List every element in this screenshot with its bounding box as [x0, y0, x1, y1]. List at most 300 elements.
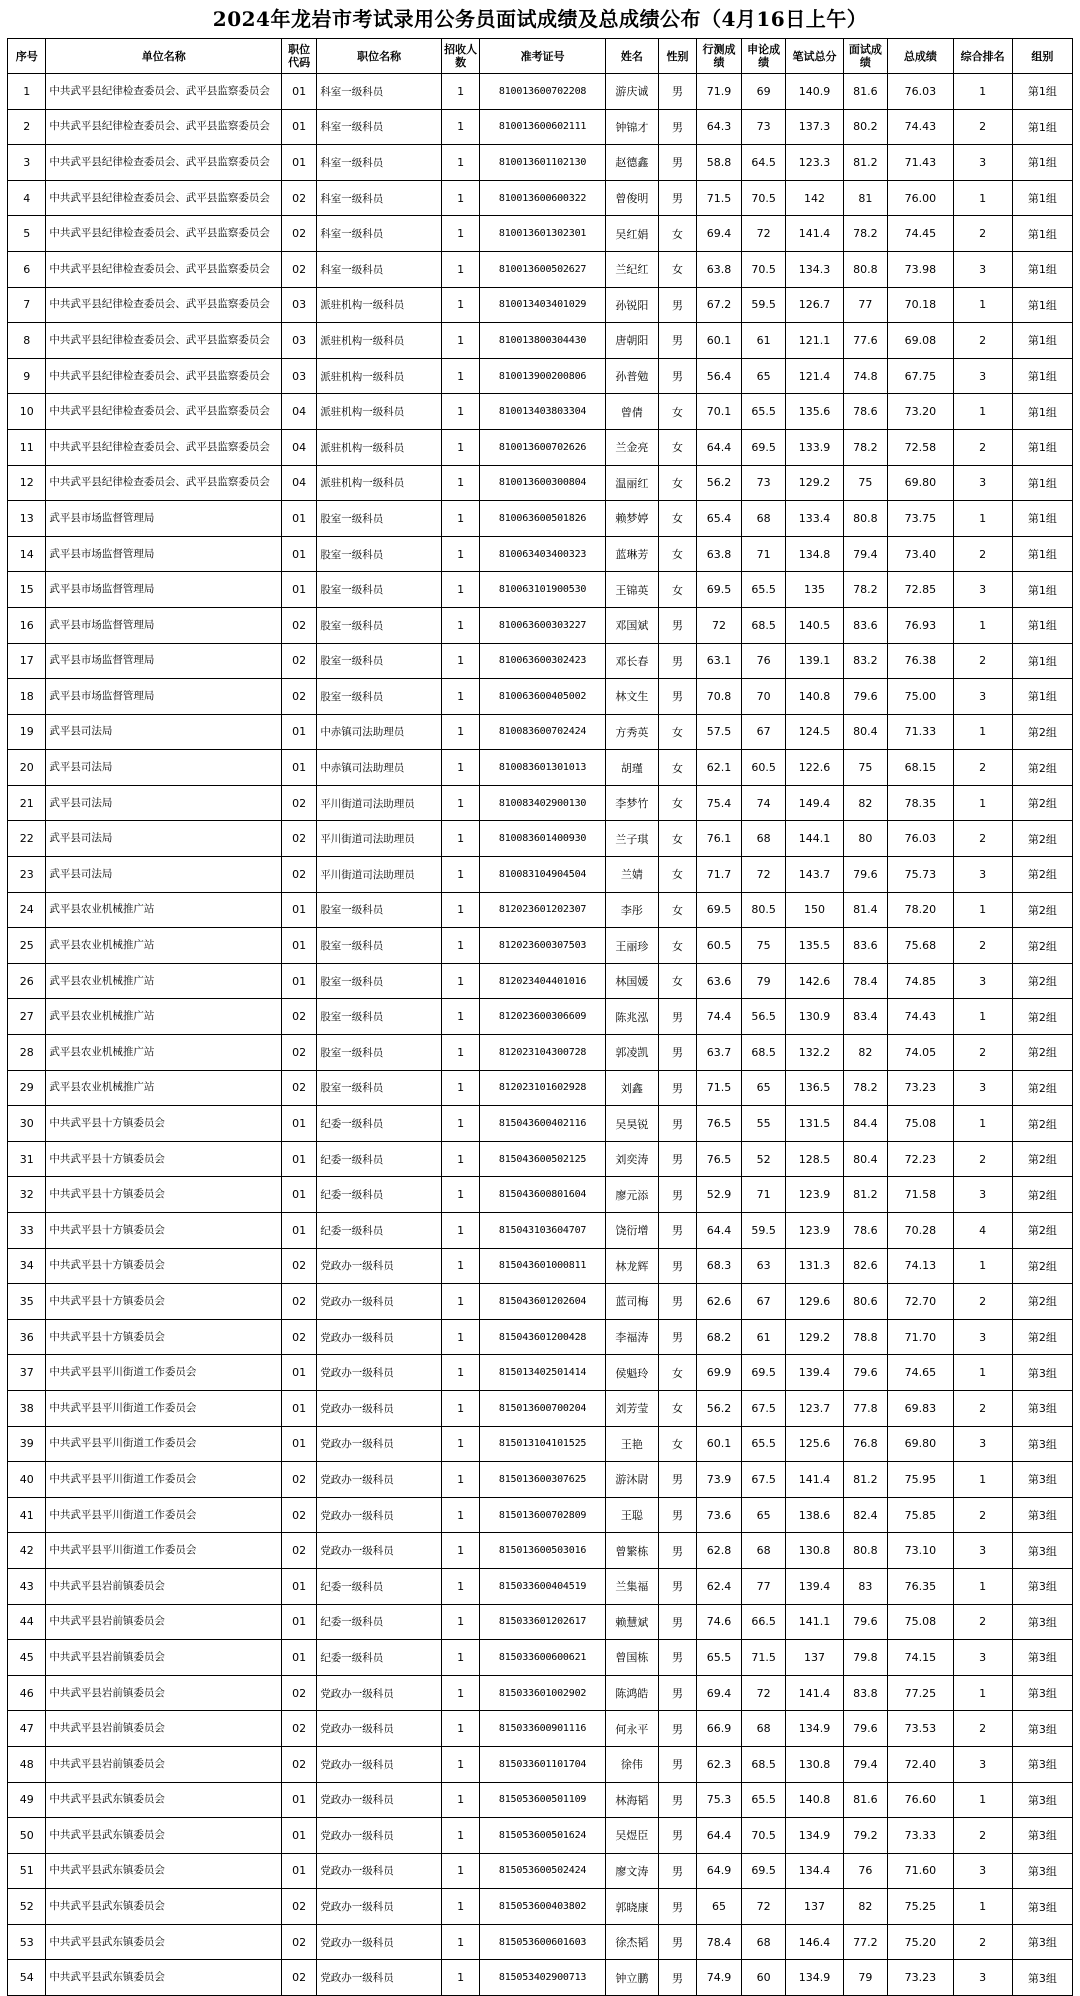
col-rank-cell: 3 [953, 1960, 1012, 1996]
col-interview-score-cell: 80.8 [843, 251, 888, 287]
col-total-score-cell: 72.40 [888, 1746, 953, 1782]
col-total-score-cell: 78.20 [888, 892, 953, 928]
col-essay-score-cell: 55 [741, 1106, 786, 1142]
col-total-score-cell: 71.60 [888, 1853, 953, 1889]
col-exam-number-cell: 810063600303227 [480, 607, 606, 643]
table-row [8, 679, 1073, 715]
col-unit-name-cell: 中共武平县武东镇委员会 [46, 1818, 282, 1854]
table-row [8, 1960, 1073, 1996]
col-gender-cell: 男 [658, 180, 696, 216]
col-unit-name-header: 单位名称 [46, 39, 282, 74]
col-exam-number-cell: 815033601002902 [480, 1675, 606, 1711]
col-exam-number-cell: 810013600702626 [480, 429, 606, 465]
col-rank-cell: 3 [953, 679, 1012, 715]
col-position-code-cell: 02 [282, 180, 317, 216]
col-exam-number-cell: 812023601202307 [480, 892, 606, 928]
col-rank-cell: 2 [953, 1035, 1012, 1071]
col-exam-number-cell: 815033601202617 [480, 1604, 606, 1640]
col-index-cell: 11 [8, 429, 46, 465]
col-unit-name-cell: 武平县农业机械推广站 [46, 892, 282, 928]
col-rank-cell: 1 [953, 1675, 1012, 1711]
col-rank-cell: 2 [953, 1604, 1012, 1640]
col-unit-name-cell: 武平县市场监督管理局 [46, 501, 282, 537]
col-group-cell: 第2组 [1012, 1070, 1072, 1106]
col-aptitude-score-cell: 69.5 [697, 572, 742, 608]
col-exam-number-cell: 815043103604707 [480, 1213, 606, 1249]
col-essay-score-cell: 69 [741, 74, 786, 110]
col-rank-cell: 2 [953, 821, 1012, 857]
col-gender-cell: 女 [658, 963, 696, 999]
col-quota-cell: 1 [441, 892, 479, 928]
col-interview-score-cell: 79 [843, 1960, 888, 1996]
col-quota-cell: 1 [441, 1426, 479, 1462]
col-index-cell: 37 [8, 1355, 46, 1391]
col-index-cell: 44 [8, 1604, 46, 1640]
col-position-name-cell: 科室一级科员 [317, 145, 442, 181]
col-aptitude-score-cell: 69.4 [697, 1675, 742, 1711]
col-written-total-cell: 131.5 [786, 1106, 843, 1142]
col-aptitude-score-cell: 71.9 [697, 74, 742, 110]
col-aptitude-score-cell: 70.8 [697, 679, 742, 715]
col-essay-score-cell: 71.5 [741, 1640, 786, 1676]
col-group-cell: 第3组 [1012, 1675, 1072, 1711]
col-index-cell: 21 [8, 785, 46, 821]
col-unit-name-cell: 中共武平县平川街道工作委员会 [46, 1426, 282, 1462]
col-written-total-cell: 134.9 [786, 1711, 843, 1747]
col-name-cell: 王丽珍 [605, 928, 658, 964]
col-position-name-cell: 平川街道司法助理员 [317, 785, 442, 821]
col-written-total-cell: 130.8 [786, 1533, 843, 1569]
col-exam-number-cell: 815013600503016 [480, 1533, 606, 1569]
col-group-cell: 第1组 [1012, 74, 1072, 110]
col-rank-cell: 3 [953, 465, 1012, 501]
table-row [8, 1889, 1073, 1925]
table-row [8, 394, 1073, 430]
col-essay-score-cell: 63 [741, 1248, 786, 1284]
col-name-cell: 郭凌凯 [605, 1035, 658, 1071]
col-name-cell: 王艳 [605, 1426, 658, 1462]
col-written-total-cell: 123.9 [786, 1177, 843, 1213]
col-index-cell: 2 [8, 109, 46, 145]
col-position-name-cell: 党政办一级科员 [317, 1426, 442, 1462]
col-index-cell: 7 [8, 287, 46, 323]
col-name-cell: 兰金亮 [605, 429, 658, 465]
col-essay-score-cell: 66.5 [741, 1604, 786, 1640]
col-name-cell: 陈兆泓 [605, 999, 658, 1035]
col-unit-name-cell: 武平县市场监督管理局 [46, 572, 282, 608]
col-exam-number-cell: 815013600702809 [480, 1497, 606, 1533]
col-written-total-cell: 135.5 [786, 928, 843, 964]
col-aptitude-score-cell: 60.1 [697, 323, 742, 359]
col-interview-score-cell: 82.4 [843, 1497, 888, 1533]
col-exam-number-cell: 815043601200428 [480, 1319, 606, 1355]
col-aptitude-score-cell: 60.1 [697, 1426, 742, 1462]
col-gender-cell: 男 [658, 287, 696, 323]
col-name-cell: 吴昊锐 [605, 1106, 658, 1142]
col-aptitude-score-cell: 69.4 [697, 216, 742, 252]
col-gender-cell: 男 [658, 1568, 696, 1604]
col-exam-number-cell: 810063600302423 [480, 643, 606, 679]
col-position-name-cell: 股室一级科员 [317, 1035, 442, 1071]
col-name-cell: 唐朝阳 [605, 323, 658, 359]
col-essay-score-cell: 68 [741, 1533, 786, 1569]
col-rank-cell: 2 [953, 1818, 1012, 1854]
col-total-score-cell: 74.65 [888, 1355, 953, 1391]
col-position-code-cell: 01 [282, 892, 317, 928]
col-unit-name-cell: 武平县司法局 [46, 750, 282, 786]
col-unit-name-cell: 中共武平县纪律检查委员会、武平县监察委员会 [46, 251, 282, 287]
col-rank-cell: 2 [953, 536, 1012, 572]
col-aptitude-score-cell: 58.8 [697, 145, 742, 181]
col-rank-cell: 3 [953, 1319, 1012, 1355]
col-group-cell: 第2组 [1012, 1177, 1072, 1213]
col-quota-cell: 1 [441, 216, 479, 252]
col-aptitude-score-cell: 62.6 [697, 1284, 742, 1320]
col-written-total-cell: 137 [786, 1889, 843, 1925]
col-position-name-cell: 党政办一级科员 [317, 1675, 442, 1711]
col-unit-name-cell: 中共武平县武东镇委员会 [46, 1853, 282, 1889]
col-total-score-cell: 73.23 [888, 1070, 953, 1106]
col-unit-name-cell: 中共武平县纪律检查委员会、武平县监察委员会 [46, 323, 282, 359]
col-index-cell: 42 [8, 1533, 46, 1569]
col-position-name-cell: 纪委一级科员 [317, 1141, 442, 1177]
col-position-code-cell: 01 [282, 501, 317, 537]
col-group-cell: 第3组 [1012, 1853, 1072, 1889]
col-aptitude-score-cell: 66.9 [697, 1711, 742, 1747]
col-essay-score-cell: 67.5 [741, 1390, 786, 1426]
col-position-name-cell: 党政办一级科员 [317, 1355, 442, 1391]
col-exam-number-cell: 810063600405002 [480, 679, 606, 715]
col-group-cell: 第2组 [1012, 1035, 1072, 1071]
table-row [8, 465, 1073, 501]
col-unit-name-cell: 中共武平县岩前镇委员会 [46, 1568, 282, 1604]
col-position-code-cell: 02 [282, 643, 317, 679]
col-index-cell: 40 [8, 1462, 46, 1498]
col-position-name-cell: 派驻机构一级科员 [317, 323, 442, 359]
col-aptitude-score-cell: 73.9 [697, 1462, 742, 1498]
col-unit-name-cell: 武平县司法局 [46, 785, 282, 821]
col-rank-cell: 1 [953, 607, 1012, 643]
results-table [7, 38, 1073, 1996]
col-group-cell: 第3组 [1012, 1889, 1072, 1925]
col-position-code-cell: 02 [282, 1746, 317, 1782]
col-position-code-cell: 02 [282, 857, 317, 893]
col-interview-score-cell: 78.2 [843, 1070, 888, 1106]
col-index-cell: 26 [8, 963, 46, 999]
col-position-name-cell: 派驻机构一级科员 [317, 394, 442, 430]
col-index-cell: 33 [8, 1213, 46, 1249]
header-row [8, 39, 1073, 74]
col-interview-score-cell: 81.4 [843, 892, 888, 928]
col-name-cell: 曾倩 [605, 394, 658, 430]
col-group-cell: 第1组 [1012, 394, 1072, 430]
col-aptitude-score-cell: 62.8 [697, 1533, 742, 1569]
col-interview-score-cell: 82 [843, 1035, 888, 1071]
col-essay-score-cell: 74 [741, 785, 786, 821]
col-rank-cell: 1 [953, 180, 1012, 216]
col-gender-cell: 女 [658, 892, 696, 928]
col-gender-cell: 女 [658, 821, 696, 857]
col-unit-name-cell: 中共武平县平川街道工作委员会 [46, 1497, 282, 1533]
col-aptitude-score-cell: 63.7 [697, 1035, 742, 1071]
table-row [8, 821, 1073, 857]
col-position-code-cell: 01 [282, 1177, 317, 1213]
col-group-cell: 第1组 [1012, 465, 1072, 501]
table-row [8, 1213, 1073, 1249]
col-name-cell: 孙普勉 [605, 358, 658, 394]
col-index-cell: 35 [8, 1284, 46, 1320]
col-index-cell: 39 [8, 1426, 46, 1462]
col-written-total-cell: 143.7 [786, 857, 843, 893]
table-row [8, 928, 1073, 964]
col-written-total-cell: 129.6 [786, 1284, 843, 1320]
col-name-cell: 赵德鑫 [605, 145, 658, 181]
col-position-name-cell: 党政办一级科员 [317, 1497, 442, 1533]
col-aptitude-score-cell: 71.5 [697, 1070, 742, 1106]
col-unit-name-cell: 中共武平县纪律检查委员会、武平县监察委员会 [46, 358, 282, 394]
col-gender-cell: 男 [658, 1924, 696, 1960]
col-written-total-cell: 141.4 [786, 216, 843, 252]
col-name-cell: 赖慧斌 [605, 1604, 658, 1640]
col-group-cell: 第1组 [1012, 109, 1072, 145]
col-interview-score-cell: 78.4 [843, 963, 888, 999]
col-total-score-cell: 74.43 [888, 109, 953, 145]
col-unit-name-cell: 中共武平县平川街道工作委员会 [46, 1390, 282, 1426]
col-gender-cell: 男 [658, 1106, 696, 1142]
col-written-total-cell: 130.9 [786, 999, 843, 1035]
col-interview-score-cell: 79.6 [843, 1711, 888, 1747]
col-group-cell: 第1组 [1012, 429, 1072, 465]
col-quota-cell: 1 [441, 1497, 479, 1533]
col-interview-score-cell: 79.6 [843, 679, 888, 715]
col-gender-cell: 女 [658, 785, 696, 821]
col-total-score-cell: 74.05 [888, 1035, 953, 1071]
col-name-cell: 钟锦才 [605, 109, 658, 145]
col-gender-cell: 男 [658, 1284, 696, 1320]
col-quota-cell: 1 [441, 1782, 479, 1818]
col-exam-number-cell: 810013600300804 [480, 465, 606, 501]
col-written-total-cell: 142 [786, 180, 843, 216]
col-rank-cell: 3 [953, 572, 1012, 608]
col-rank-cell: 3 [953, 358, 1012, 394]
col-total-score-cell: 69.83 [888, 1390, 953, 1426]
table-row [8, 1462, 1073, 1498]
table-row [8, 892, 1073, 928]
col-rank-cell: 2 [953, 1924, 1012, 1960]
col-total-score-cell: 67.75 [888, 358, 953, 394]
col-position-code-cell: 01 [282, 1355, 317, 1391]
col-written-total-cell: 133.4 [786, 501, 843, 537]
col-position-code-cell: 02 [282, 1462, 317, 1498]
col-quota-cell: 1 [441, 1960, 479, 1996]
col-name-cell: 邓国斌 [605, 607, 658, 643]
col-written-total-cell: 144.1 [786, 821, 843, 857]
col-total-score-cell: 68.15 [888, 750, 953, 786]
col-rank-cell: 3 [953, 251, 1012, 287]
table-row [8, 287, 1073, 323]
col-position-name-cell: 党政办一级科员 [317, 1746, 442, 1782]
col-essay-score-cell: 72 [741, 1675, 786, 1711]
col-exam-number-cell: 815033600600621 [480, 1640, 606, 1676]
col-unit-name-cell: 武平县农业机械推广站 [46, 963, 282, 999]
col-name-cell: 兰婧 [605, 857, 658, 893]
col-aptitude-score-cell: 56.2 [697, 465, 742, 501]
col-gender-cell: 女 [658, 394, 696, 430]
col-quota-cell: 1 [441, 679, 479, 715]
col-essay-score-cell: 52 [741, 1141, 786, 1177]
col-unit-name-cell: 中共武平县十方镇委员会 [46, 1213, 282, 1249]
col-exam-number-cell: 810013601102130 [480, 145, 606, 181]
col-essay-score-cell: 75 [741, 928, 786, 964]
col-group-cell: 第1组 [1012, 180, 1072, 216]
col-position-code-cell: 01 [282, 1141, 317, 1177]
col-position-name-cell: 股室一级科员 [317, 572, 442, 608]
col-interview-score-cell: 81.6 [843, 74, 888, 110]
col-interview-score-cell: 75 [843, 465, 888, 501]
col-aptitude-score-cell: 75.4 [697, 785, 742, 821]
col-exam-number-cell: 812023404401016 [480, 963, 606, 999]
col-essay-score-cell: 59.5 [741, 1213, 786, 1249]
col-rank-cell: 3 [953, 1426, 1012, 1462]
col-position-code-cell: 01 [282, 714, 317, 750]
col-interview-score-cell: 81.2 [843, 1177, 888, 1213]
col-written-total-cell: 123.7 [786, 1390, 843, 1426]
col-group-cell: 第3组 [1012, 1462, 1072, 1498]
col-exam-number-cell: 815013600700204 [480, 1390, 606, 1426]
col-quota-cell: 1 [441, 643, 479, 679]
table-row [8, 1818, 1073, 1854]
col-total-score-cell: 69.08 [888, 323, 953, 359]
col-written-total-cell: 123.3 [786, 145, 843, 181]
col-quota-cell: 1 [441, 1711, 479, 1747]
col-name-cell: 孙锐阳 [605, 287, 658, 323]
col-total-score-cell: 74.15 [888, 1640, 953, 1676]
col-interview-score-cell: 81.2 [843, 145, 888, 181]
table-row [8, 429, 1073, 465]
col-name-cell: 胡瑾 [605, 750, 658, 786]
col-group-cell: 第1组 [1012, 607, 1072, 643]
col-exam-number-header: 准考证号 [480, 39, 606, 74]
col-written-total-cell: 138.6 [786, 1497, 843, 1533]
col-interview-score-cell: 84.4 [843, 1106, 888, 1142]
col-total-score-cell: 73.98 [888, 251, 953, 287]
col-quota-header: 招收人数 [441, 39, 479, 74]
col-interview-score-cell: 80.4 [843, 714, 888, 750]
table-row [8, 358, 1073, 394]
col-interview-score-cell: 78.6 [843, 1213, 888, 1249]
col-written-total-cell: 141.4 [786, 1675, 843, 1711]
col-position-name-cell: 股室一级科员 [317, 1070, 442, 1106]
col-index-cell: 52 [8, 1889, 46, 1925]
col-gender-cell: 男 [658, 607, 696, 643]
col-exam-number-cell: 810013600702208 [480, 74, 606, 110]
col-essay-score-cell: 68 [741, 1924, 786, 1960]
col-interview-score-cell: 83.6 [843, 928, 888, 964]
col-position-code-cell: 02 [282, 216, 317, 252]
col-name-cell: 吴煜臣 [605, 1818, 658, 1854]
col-total-score-cell: 75.68 [888, 928, 953, 964]
table-row [8, 750, 1073, 786]
col-group-cell: 第3组 [1012, 1497, 1072, 1533]
col-written-total-cell: 140.9 [786, 74, 843, 110]
col-name-cell: 林海韬 [605, 1782, 658, 1818]
col-index-cell: 14 [8, 536, 46, 572]
col-group-cell: 第3组 [1012, 1568, 1072, 1604]
col-position-code-cell: 02 [282, 1711, 317, 1747]
col-written-total-cell: 128.5 [786, 1141, 843, 1177]
col-quota-cell: 1 [441, 1568, 479, 1604]
col-unit-name-cell: 中共武平县纪律检查委员会、武平县监察委员会 [46, 109, 282, 145]
col-gender-cell: 男 [658, 1711, 696, 1747]
col-aptitude-score-cell: 70.1 [697, 394, 742, 430]
col-quota-cell: 1 [441, 857, 479, 893]
col-total-score-cell: 76.03 [888, 821, 953, 857]
col-unit-name-cell: 中共武平县岩前镇委员会 [46, 1604, 282, 1640]
col-group-cell: 第2组 [1012, 1284, 1072, 1320]
table-row [8, 323, 1073, 359]
col-position-name-cell: 股室一级科员 [317, 536, 442, 572]
col-aptitude-score-cell: 75.3 [697, 1782, 742, 1818]
col-aptitude-score-cell: 62.4 [697, 1568, 742, 1604]
table-row [8, 714, 1073, 750]
col-exam-number-cell: 810063101900530 [480, 572, 606, 608]
col-interview-score-cell: 79.2 [843, 1818, 888, 1854]
col-rank-cell: 1 [953, 74, 1012, 110]
col-exam-number-cell: 815013402501414 [480, 1355, 606, 1391]
col-written-total-cell: 134.8 [786, 536, 843, 572]
col-group-cell: 第2组 [1012, 714, 1072, 750]
col-exam-number-cell: 815043600402116 [480, 1106, 606, 1142]
col-rank-cell: 3 [953, 1853, 1012, 1889]
col-position-code-cell: 04 [282, 465, 317, 501]
col-interview-score-cell: 80.6 [843, 1284, 888, 1320]
col-unit-name-cell: 中共武平县十方镇委员会 [46, 1284, 282, 1320]
col-index-cell: 54 [8, 1960, 46, 1996]
col-quota-cell: 1 [441, 1604, 479, 1640]
col-position-name-cell: 党政办一级科员 [317, 1818, 442, 1854]
col-index-cell: 48 [8, 1746, 46, 1782]
col-gender-cell: 男 [658, 1782, 696, 1818]
col-essay-score-cell: 72 [741, 1889, 786, 1925]
col-unit-name-cell: 中共武平县十方镇委员会 [46, 1319, 282, 1355]
col-rank-cell: 2 [953, 643, 1012, 679]
table-row [8, 1177, 1073, 1213]
col-group-cell: 第2组 [1012, 785, 1072, 821]
col-essay-score-cell: 70.5 [741, 180, 786, 216]
col-interview-score-cell: 74.8 [843, 358, 888, 394]
col-aptitude-score-cell: 64.9 [697, 1853, 742, 1889]
col-aptitude-score-cell: 64.4 [697, 1818, 742, 1854]
col-name-cell: 方秀英 [605, 714, 658, 750]
col-exam-number-cell: 810013600600322 [480, 180, 606, 216]
col-aptitude-score-cell: 60.5 [697, 928, 742, 964]
table-row [8, 536, 1073, 572]
col-name-cell: 曾繁栋 [605, 1533, 658, 1569]
col-total-score-cell: 73.33 [888, 1818, 953, 1854]
col-interview-score-cell: 81.6 [843, 1782, 888, 1818]
col-index-cell: 24 [8, 892, 46, 928]
col-position-name-cell: 纪委一级科员 [317, 1640, 442, 1676]
col-position-name-cell: 党政办一级科员 [317, 1284, 442, 1320]
col-exam-number-cell: 810063600501826 [480, 501, 606, 537]
table-row [8, 1604, 1073, 1640]
col-group-cell: 第3组 [1012, 1604, 1072, 1640]
col-essay-score-cell: 68.5 [741, 1035, 786, 1071]
col-aptitude-score-cell: 74.9 [697, 1960, 742, 1996]
col-exam-number-cell: 815053600501109 [480, 1782, 606, 1818]
col-name-cell: 何永平 [605, 1711, 658, 1747]
col-interview-score-cell: 79.4 [843, 536, 888, 572]
